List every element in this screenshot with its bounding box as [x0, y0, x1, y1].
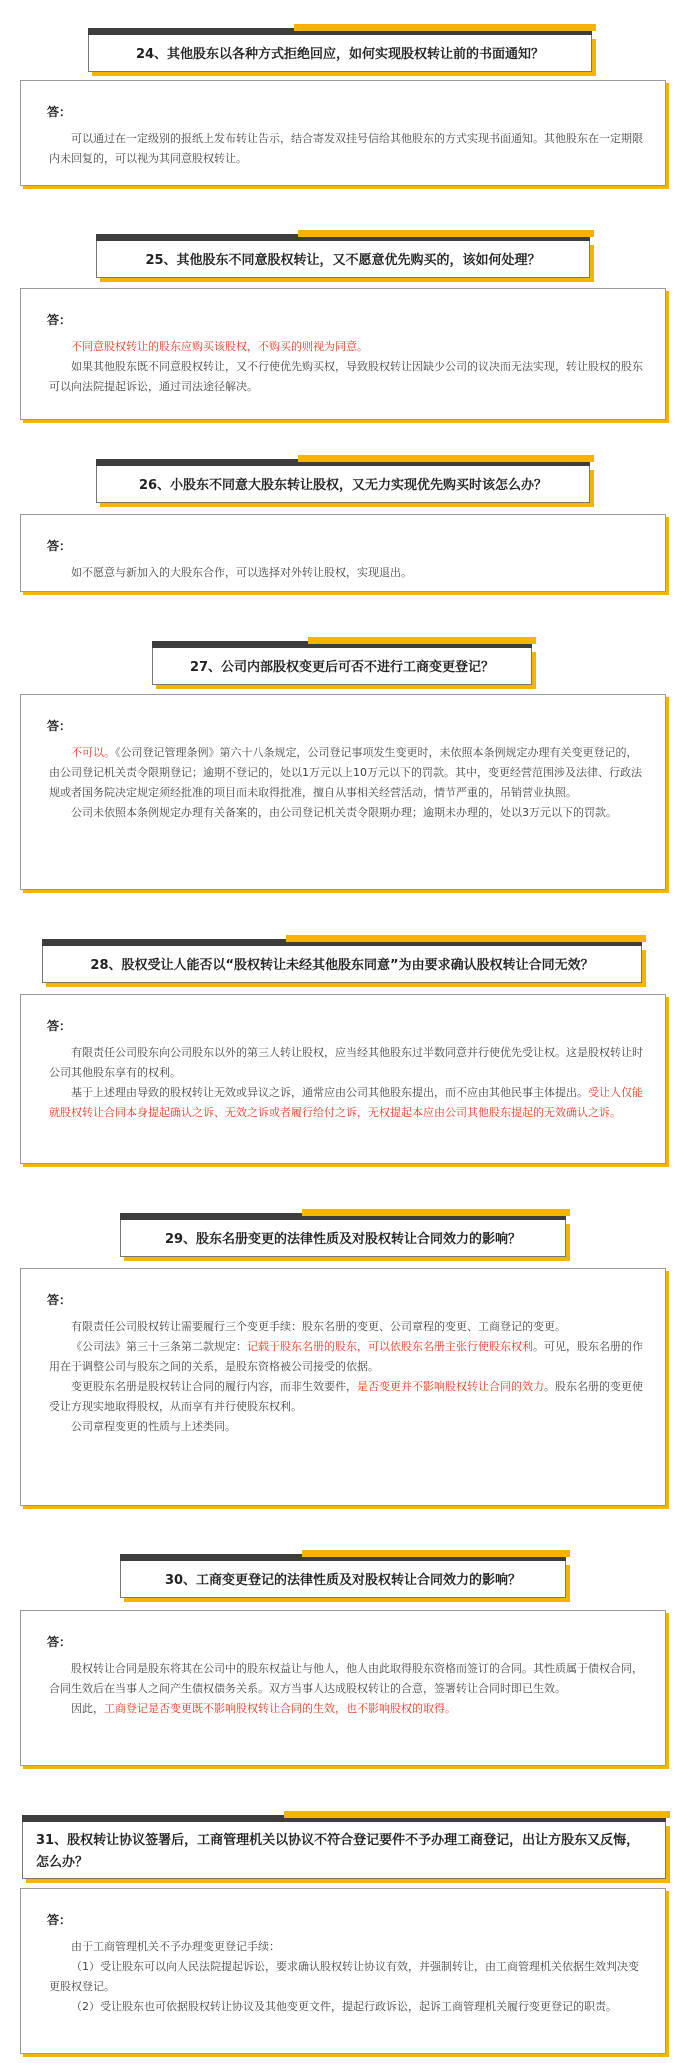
answer-label: 答： [47, 719, 72, 733]
answer-box [20, 514, 666, 592]
answer-paragraph [49, 1083, 645, 1123]
answer-paragraph [49, 1937, 645, 1957]
question-box [120, 1554, 566, 1598]
answer-text: 有限责任公司股权转让需要履行三个变更手续：股东名册的变更、公司章程的变更、工商登记的变更。 [71, 1320, 566, 1333]
highlighted-text: 不同意股权转让的股东应购买该股权，不购买的则视为同意。 [71, 340, 368, 353]
question-text: 27、公司内部股权变更后可否不进行工商变更登记？ [189, 660, 495, 675]
answer-paragraph [49, 1699, 645, 1719]
question-box [96, 234, 590, 278]
answer-text: （2）受让股东也可依据股权转让协议及其他变更文件，提起行政诉讼，起诉工商管理机关履行变更登记的职责。 [71, 2000, 617, 2013]
answer-text: 。股东名册的变更使受让方现实地取得股权，从而享有并行使股东权利。 [49, 1380, 643, 1413]
question-box [96, 459, 590, 503]
answer-box [20, 1888, 666, 2054]
answer-text: 《公司法》第三十三条第二款规定： [71, 1340, 247, 1353]
answer-text: 变更股东名册是股权转让合同的履行内容，而非生效要件， [71, 1380, 357, 1393]
answer-paragraph [49, 1337, 645, 1377]
answer-box [20, 80, 666, 186]
answer-text: 如果其他股东既不同意股权转让，又不行使优先购买权，导致股权转让因缺少公司的议决而无法实现，转让股权的股东可以向法院提起诉讼，通过司法途径解决。 [49, 360, 643, 393]
answer-text: 如不愿意与新加入的大股东合作，可以选择对外转让股权，实现退出。 [71, 566, 412, 579]
question-text: 29、股东名册变更的法律性质及对股权转让合同效力的影响？ [164, 1232, 522, 1247]
answer-paragraph [49, 563, 645, 583]
answer-label: 答： [47, 1635, 72, 1649]
answer-text: 《公司登记管理条例》第六十八条规定，公司登记事项发生变更时，未依照本条例规定办理有关变更登记的，由公司登记机关责令限期登记；逾期不登记的，处以1万元以上10万元以下的罚款。其中，变更经营范围涉及法律、行政法规或者国务院决定规定须经批准的项目而未取得批准，擅自从事相关经营活动，情节严重的，吊销营业执照。 [49, 746, 642, 799]
question-text: 31、股权转让协议签署后，工商管理机关以协议不符合登记要件不予办理工商登记，出让方股东又反悔，怎么办？ [36, 1833, 640, 1870]
answer-paragraph [49, 1317, 645, 1337]
answer-paragraph [49, 1417, 645, 1437]
answer-paragraph [49, 1997, 645, 2017]
question-text: 26、小股东不同意大股东转让股权，又无力实现优先购买时该怎么办？ [138, 478, 548, 493]
highlighted-text: 是否变更并不影响股权转让合同的效力 [357, 1380, 544, 1393]
answer-text: 基于上述理由导致的股权转让无效或异议之诉，通常应由公司其他股东提出，而不应由其他民事主体提出。 [71, 1086, 588, 1099]
answer-label: 答： [47, 105, 72, 119]
highlighted-text: 不可以。 [71, 746, 115, 759]
answer-label: 答： [47, 539, 72, 553]
answer-text: 公司未依照本条例规定办理有关备案的，由公司登记机关责令限期办理；逾期未办理的，处以3万元以下的罚款。 [71, 806, 617, 819]
highlighted-text: 记载于股东名册的股东，可以依股东名册主张行使股东权利 [247, 1340, 533, 1353]
question-text: 28、股权受让人能否以“股权转让未经其他股东同意”为由要求确认股权转让合同无效？ [90, 958, 594, 973]
answer-body [49, 1317, 645, 1437]
question-box [22, 1815, 666, 1879]
answer-text: （1）受让股东可以向人民法院提起诉讼，要求确认股权转让协议有效，并强制转让，由工商管理机关依据生效判决变更股权登记。 [49, 1960, 639, 1993]
question-box [88, 28, 592, 72]
highlighted-text: 受让人仅能就股权转让合同本身提起确认之诉、无效之诉或者履行给付之诉，无权提起本应由公司其他股东提起的无效确认之诉。 [49, 1086, 643, 1119]
answer-paragraph [49, 357, 645, 397]
answer-text: 公司章程变更的性质与上述类同。 [71, 1420, 236, 1433]
answer-paragraph [49, 1957, 645, 1997]
answer-body [49, 1659, 645, 1719]
answer-text: 有限责任公司股东向公司股东以外的第三人转让股权，应当经其他股东过半数同意并行使优先受让权。这是股权转让时公司其他股东享有的权利。 [49, 1046, 643, 1079]
answer-body [49, 1043, 645, 1123]
answer-label: 答： [47, 1019, 72, 1033]
highlighted-text: 工商登记是否变更既不影响股权转让合同的生效，也不影响股权的取得。 [104, 1702, 456, 1715]
answer-body [49, 1937, 645, 2017]
question-text: 30、工商变更登记的法律性质及对股权转让合同效力的影响？ [164, 1573, 522, 1588]
answer-paragraph [49, 337, 645, 357]
answer-label: 答： [47, 1293, 72, 1307]
question-text: 25、其他股东不同意股权转让，又不愿意优先购买的，该如何处理？ [145, 253, 541, 268]
answer-box [20, 694, 666, 890]
answer-body [49, 563, 645, 583]
answer-paragraph [49, 743, 645, 803]
answer-text: 股权转让合同是股东将其在公司中的股东权益让与他人，他人由此取得股东资格而签订的合同。其性质属于债权合同，合同生效后在当事人之间产生债权债务关系。双方当事人达成股权转让的合意，签署转让合同时即已生效。 [49, 1662, 643, 1695]
answer-body [49, 337, 645, 397]
answer-box [20, 994, 666, 1164]
answer-paragraph [49, 1377, 645, 1417]
answer-paragraph [49, 129, 645, 169]
answer-text: 可以通过在一定级别的报纸上发布转让告示，结合寄发双挂号信给其他股东的方式实现书面通知。其他股东在一定期限内未回复的，可以视为其同意股权转让。 [49, 132, 643, 165]
answer-body [49, 743, 645, 823]
answer-label: 答： [47, 313, 72, 327]
question-box [152, 641, 532, 685]
answer-box [20, 1268, 666, 1506]
answer-box [20, 1610, 666, 1766]
answer-paragraph [49, 1043, 645, 1083]
answer-text: 由于工商管理机关不予办理变更登记手续： [71, 1940, 280, 1953]
question-text: 24、其他股东以各种方式拒绝回应，如何实现股权转让前的书面通知？ [135, 47, 545, 62]
answer-label: 答： [47, 1913, 72, 1927]
question-box [120, 1213, 566, 1257]
answer-text: 。可见，股东名册的作用在于调整公司与股东之间的关系，是股东资格被公司接受的依据。 [49, 1340, 643, 1373]
answer-paragraph [49, 803, 645, 823]
answer-text: 因此， [71, 1702, 104, 1715]
answer-body [49, 129, 645, 169]
answer-paragraph [49, 1659, 645, 1699]
question-box [42, 939, 642, 983]
answer-box [20, 288, 666, 420]
